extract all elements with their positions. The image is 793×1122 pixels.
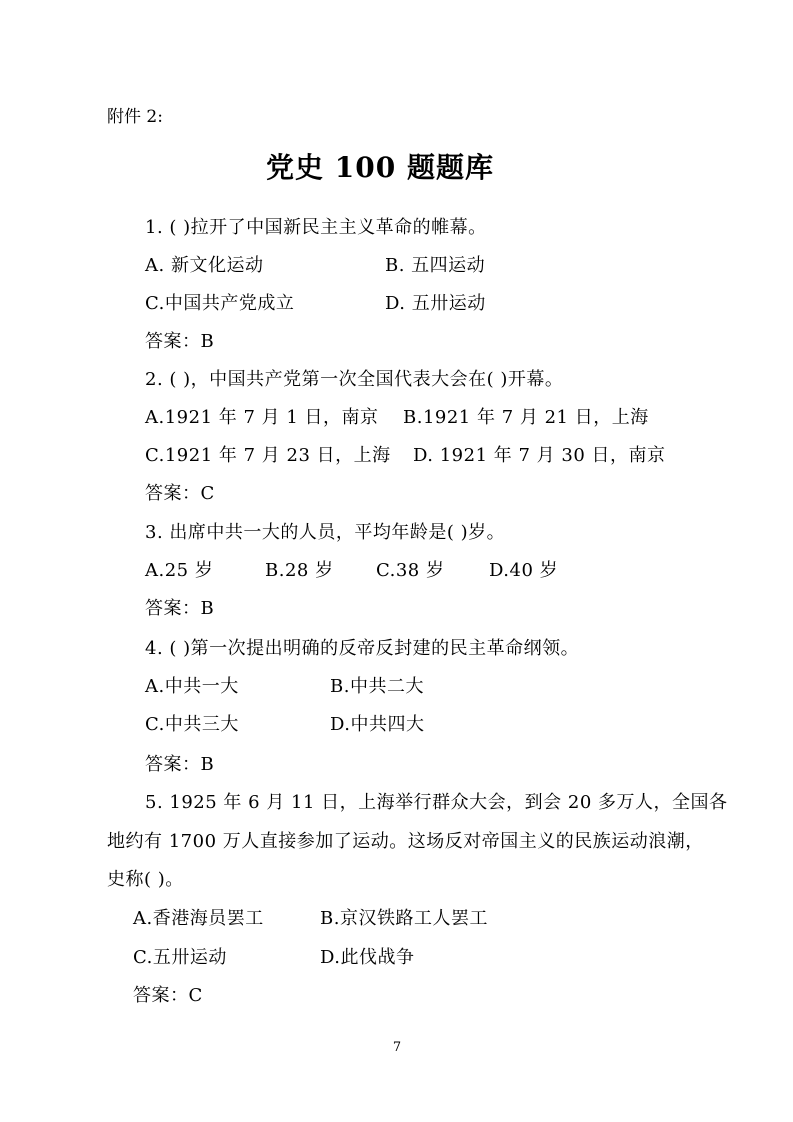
- option-d: D.中共四大: [330, 714, 425, 735]
- answer: 答案：C: [145, 483, 215, 504]
- option-d: D.40 岁: [489, 560, 559, 581]
- question-stem: 4. ( )第一次提出明确的反帝反封建的民主革命纲领。: [145, 638, 580, 659]
- option-a: A.25 岁: [145, 560, 214, 581]
- option-a: A.中共一大: [145, 676, 239, 697]
- option-b: B.京汉铁路工人罢工: [320, 908, 488, 929]
- option-a: A.香港海员罢工: [133, 908, 264, 929]
- option-d: D. 1921 年 7 月 30 日，南京: [413, 445, 666, 466]
- option-c: C.38 岁: [376, 560, 445, 581]
- question-stem: 3. 出席中共一大的人员，平均年龄是( )岁。: [145, 522, 506, 543]
- question-stem: 2. ( )，中国共产党第一次全国代表大会在( )开幕。: [145, 369, 564, 390]
- page-title: 党史 100 题题库: [266, 151, 494, 184]
- option-b: B. 五四运动: [385, 255, 486, 276]
- option-b: B.28 岁: [265, 560, 334, 581]
- option-c: C.中共三大: [145, 714, 239, 735]
- option-c: C.五卅运动: [133, 947, 227, 968]
- answer: 答案：B: [145, 331, 215, 352]
- question-stem-line-2: 地约有 1700 万人直接参加了运动。这场反对帝国主义的民族运动浪潮，: [107, 831, 704, 852]
- option-d: D. 五卅运动: [385, 293, 486, 314]
- answer: 答案：B: [145, 598, 215, 619]
- option-c: C.1921 年 7 月 23 日，上海: [145, 445, 391, 466]
- option-a: A.1921 年 7 月 1 日，南京: [145, 407, 379, 428]
- answer: 答案：C: [133, 985, 203, 1006]
- answer: 答案：B: [145, 754, 215, 775]
- question-stem-line-3: 史称( )。: [107, 869, 184, 890]
- option-b: B.1921 年 7 月 21 日，上海: [403, 407, 649, 428]
- question-stem: 1. ( )拉开了中国新民主主义革命的帷幕。: [145, 217, 487, 238]
- question-stem-line-1: 5. 1925 年 6 月 11 日，上海举行群众大会，到会 20 多万人，全国各: [145, 792, 728, 813]
- option-c: C.中国共产党成立: [145, 293, 295, 314]
- option-b: B.中共二大: [330, 676, 424, 697]
- option-d: D.此伐战争: [320, 947, 415, 968]
- attachment-label: 附件 2:: [107, 107, 163, 127]
- page-number: 7: [392, 1040, 402, 1055]
- option-a: A. 新文化运动: [145, 255, 264, 276]
